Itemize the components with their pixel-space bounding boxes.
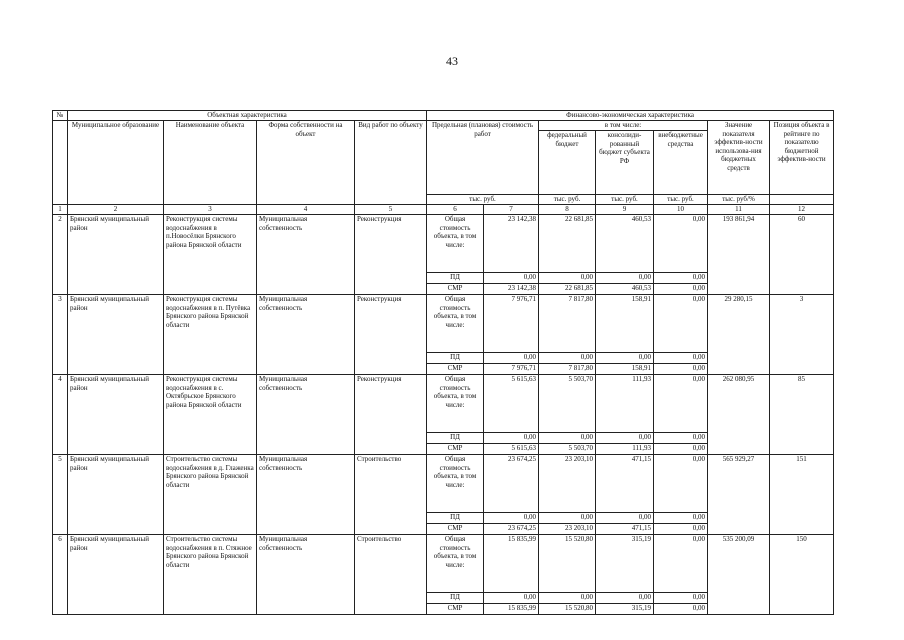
row-number: 4 — [53, 375, 68, 455]
ownership-cell: Муниципальная собственность — [257, 535, 355, 615]
smr-label-cell: СМР — [427, 444, 484, 455]
header-finance-group: Финансово-экономическая характеристика — [427, 111, 834, 121]
header-rating: Позиция объекта в рейтинге по показателю бюджетной эффектив-ности — [770, 121, 834, 195]
smr-value-cell: 15 520,80 — [539, 604, 596, 615]
pd-value-cell: 0,00 — [539, 273, 596, 284]
row-number: 3 — [53, 295, 68, 375]
pd-value-cell: 0,00 — [484, 353, 539, 364]
pd-value-cell: 0,00 — [596, 273, 654, 284]
total-cost: 23 674,25 — [484, 455, 539, 513]
rating-cell: 60 — [770, 215, 834, 295]
pd-label-cell: ПД — [427, 513, 484, 524]
smr-label-cell: СМР — [427, 284, 484, 295]
header-including: в том числе: — [539, 121, 708, 131]
header-max-cost: Предельная (плановая) стоимость работ — [427, 121, 539, 195]
objects-table — [52, 110, 834, 615]
work-type-cell: Строительство — [355, 455, 427, 535]
municipality-cell: Брянский муниципальный район — [68, 295, 164, 375]
total-cost: 5 615,63 — [484, 375, 539, 433]
work-type-cell: Строительство — [355, 535, 427, 615]
pd-value-cell: 0,00 — [539, 353, 596, 364]
table-row — [53, 535, 834, 593]
header-consolidated: консолиди-рованный бюджет субъекта РФ — [596, 131, 654, 195]
pd-value-cell: 0,00 — [539, 513, 596, 524]
smr-value-cell: 22 681,85 — [539, 284, 596, 295]
column-numbers-row — [53, 205, 834, 215]
pd-label-cell: ПД — [427, 273, 484, 284]
column-number: 4 — [257, 205, 355, 215]
smr-value-cell: 158,91 — [596, 364, 654, 375]
pd-value-cell: 0,00 — [596, 513, 654, 524]
pd-label-cell: ПД — [427, 353, 484, 364]
rating-cell: 3 — [770, 295, 834, 375]
table-row — [53, 375, 834, 433]
total-cost: 7 976,71 — [484, 295, 539, 353]
total-consolidated: 158,91 — [596, 295, 654, 353]
rating-cell: 151 — [770, 455, 834, 535]
total-label-cell: Общая стоимость объекта, в том числе: — [427, 375, 484, 433]
ownership-cell: Муниципальная собственность — [257, 295, 355, 375]
table-row — [53, 455, 834, 513]
pd-label-cell: ПД — [427, 433, 484, 444]
column-number: 2 — [68, 205, 164, 215]
pd-value-cell: 0,00 — [484, 593, 539, 604]
efficiency-cell: 262 080,95 — [708, 375, 770, 455]
municipality-cell: Брянский муниципальный район — [68, 455, 164, 535]
total-federal: 15 520,80 — [539, 535, 596, 593]
header-object-group: Объектная характеристика — [68, 111, 427, 121]
smr-value-cell: 7 976,71 — [484, 364, 539, 375]
municipality-cell: Брянский муниципальный район — [68, 215, 164, 295]
header-no: № — [53, 111, 68, 121]
object-name-cell: Реконструкция системы водоснабжения в с. Октябрьское Брянского района Брянской области — [164, 375, 257, 455]
unit-efficiency: тыс. руб/% — [708, 195, 770, 205]
total-cost: 15 835,99 — [484, 535, 539, 593]
total-label-cell: Общая стоимость объекта, в том числе: — [427, 295, 484, 353]
unit-extra: тыс. руб. — [654, 195, 708, 205]
pd-value-cell: 0,00 — [654, 593, 708, 604]
total-cost: 23 142,38 — [484, 215, 539, 273]
smr-value-cell: 23 203,10 — [539, 524, 596, 535]
total-consolidated: 315,19 — [596, 535, 654, 593]
row-number: 5 — [53, 455, 68, 535]
object-name-cell: Реконструкция системы водоснабжения в п. Путёвка Брянского района Брянской области — [164, 295, 257, 375]
smr-value-cell: 0,00 — [654, 604, 708, 615]
pd-value-cell: 0,00 — [596, 593, 654, 604]
column-number: 7 — [484, 205, 539, 215]
page-number: 43 — [446, 54, 458, 68]
total-extra: 0,00 — [654, 375, 708, 433]
smr-value-cell: 0,00 — [654, 364, 708, 375]
pd-value-cell: 0,00 — [484, 433, 539, 444]
row-number: 2 — [53, 215, 68, 295]
smr-value-cell: 315,19 — [596, 604, 654, 615]
total-extra: 0,00 — [654, 455, 708, 513]
efficiency-cell: 29 280,15 — [708, 295, 770, 375]
table-row — [53, 215, 834, 273]
header-object-name: Наименование объекта — [164, 121, 257, 205]
smr-label-cell: СМР — [427, 364, 484, 375]
column-number: 8 — [539, 205, 596, 215]
pd-value-cell: 0,00 — [654, 273, 708, 284]
column-number: 10 — [654, 205, 708, 215]
total-federal: 5 503,70 — [539, 375, 596, 433]
pd-value-cell: 0,00 — [654, 353, 708, 364]
smr-label-cell: СМР — [427, 604, 484, 615]
header-federal: федеральный бюджет — [539, 131, 596, 195]
rating-cell: 85 — [770, 375, 834, 455]
work-type-cell: Реконструкция — [355, 375, 427, 455]
object-name-cell: Строительство системы водоснабжения в п. Стяжное Брянского района Брянской области — [164, 535, 257, 615]
total-consolidated: 471,15 — [596, 455, 654, 513]
pd-value-cell: 0,00 — [484, 273, 539, 284]
column-number: 6 — [427, 205, 484, 215]
object-name-cell: Строительство системы водоснабжения в д. Глаженка Брянского района Брянской области — [164, 455, 257, 535]
smr-label-cell: СМР — [427, 524, 484, 535]
work-type-cell: Реконструкция — [355, 215, 427, 295]
total-federal: 23 203,10 — [539, 455, 596, 513]
header-ownership: Форма собственности на объект — [257, 121, 355, 205]
smr-value-cell: 5 503,70 — [539, 444, 596, 455]
municipality-cell: Брянский муниципальный район — [68, 535, 164, 615]
pd-value-cell: 0,00 — [596, 433, 654, 444]
header-efficiency: Значение показателя эффектив-ности использова-ния бюджетных средств — [708, 121, 770, 195]
municipality-cell: Брянский муниципальный район — [68, 375, 164, 455]
ownership-cell: Муниципальная собственность — [257, 215, 355, 295]
smr-value-cell: 5 615,63 — [484, 444, 539, 455]
unit-consolidated: тыс. руб. — [596, 195, 654, 205]
smr-value-cell: 460,53 — [596, 284, 654, 295]
ownership-cell: Муниципальная собственность — [257, 375, 355, 455]
pd-value-cell: 0,00 — [539, 593, 596, 604]
column-number: 1 — [53, 205, 68, 215]
table-row — [53, 295, 834, 353]
total-consolidated: 460,53 — [596, 215, 654, 273]
rating-cell: 150 — [770, 535, 834, 615]
header-work-type: Вид работ по объекту — [355, 121, 427, 205]
total-label-cell: Общая стоимость объекта, в том числе: — [427, 535, 484, 593]
efficiency-cell: 535 200,09 — [708, 535, 770, 615]
pd-value-cell: 0,00 — [539, 433, 596, 444]
pd-value-cell: 0,00 — [596, 353, 654, 364]
pd-label-cell: ПД — [427, 593, 484, 604]
smr-value-cell: 23 142,38 — [484, 284, 539, 295]
pd-value-cell: 0,00 — [654, 513, 708, 524]
column-number: 9 — [596, 205, 654, 215]
smr-value-cell: 0,00 — [654, 284, 708, 295]
smr-value-cell: 0,00 — [654, 524, 708, 535]
smr-value-cell: 0,00 — [654, 444, 708, 455]
column-number: 11 — [708, 205, 770, 215]
ownership-cell: Муниципальная собственность — [257, 455, 355, 535]
total-consolidated: 111,93 — [596, 375, 654, 433]
column-number: 3 — [164, 205, 257, 215]
smr-value-cell: 471,15 — [596, 524, 654, 535]
unit-cost: тыс. руб. — [427, 195, 539, 205]
total-extra: 0,00 — [654, 295, 708, 353]
total-label-cell: Общая стоимость объекта, в том числе: — [427, 455, 484, 513]
smr-value-cell: 7 817,80 — [539, 364, 596, 375]
total-federal: 7 817,80 — [539, 295, 596, 353]
pd-value-cell: 0,00 — [484, 513, 539, 524]
smr-value-cell: 15 835,99 — [484, 604, 539, 615]
total-label-cell: Общая стоимость объекта, в том числе: — [427, 215, 484, 273]
header-municipality: Муниципальное образование — [68, 121, 164, 205]
object-name-cell: Реконструкция системы водоснабжения в п.Новосёлки Брянского района Брянской области — [164, 215, 257, 295]
pd-value-cell: 0,00 — [654, 433, 708, 444]
total-extra: 0,00 — [654, 535, 708, 593]
smr-value-cell: 111,93 — [596, 444, 654, 455]
total-federal: 22 681,85 — [539, 215, 596, 273]
total-extra: 0,00 — [654, 215, 708, 273]
column-number: 12 — [770, 205, 834, 215]
efficiency-cell: 565 929,27 — [708, 455, 770, 535]
efficiency-cell: 193 861,94 — [708, 215, 770, 295]
smr-value-cell: 23 674,25 — [484, 524, 539, 535]
header-extrabudget: внебюджетные средства — [654, 131, 708, 195]
row-number: 6 — [53, 535, 68, 615]
work-type-cell: Реконструкция — [355, 295, 427, 375]
unit-federal: тыс. руб. — [539, 195, 596, 205]
column-number: 5 — [355, 205, 427, 215]
